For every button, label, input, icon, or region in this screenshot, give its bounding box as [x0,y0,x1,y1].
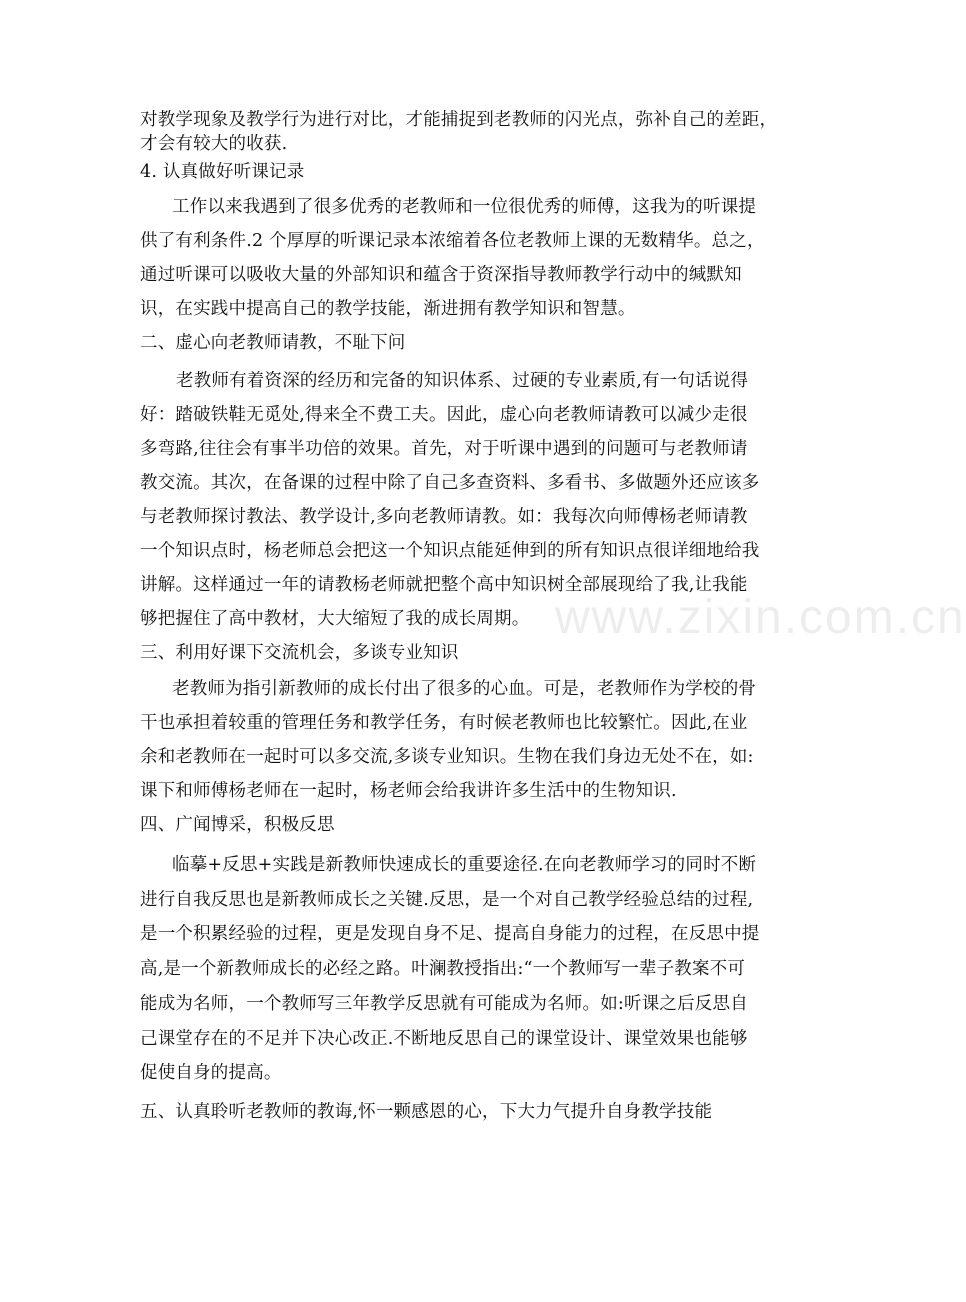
text-line: 才会有较大的收获. [140,134,288,154]
text-line: 临摹+反思+实践是新教师快速成长的重要途径.在向老教师学习的同时不断 [172,855,757,875]
text-line: 干也承担着较重的管理任务和教学任务，有时候老教师也比较繁忙。因此,在业 [140,713,748,733]
text-line: 供了有利条件.2 个厚厚的听课记录本浓缩着各位老教师上课的无数精华。总之， [140,231,765,251]
heading-section-2: 二、虚心向老教师请教，不耻下问 [140,333,406,353]
paragraph-section-4 [140,848,790,1091]
text-line: 是一个积累经验的过程，更是发现自身不足、提高自身能力的过程，在反思中提 [140,924,760,945]
text-line: 老教师为指引新教师的成长付出了很多的心血。可是，老教师作为学校的骨 [172,679,757,699]
text-line: 识，在实践中提高自己的教学技能，渐进拥有教学知识和智慧。 [140,299,636,319]
text-line: 工作以来我遇到了很多优秀的老教师和一位很优秀的师傅，这我为的听课提 [172,197,757,217]
heading-4: 4. 认真做好听课记录 [140,162,305,182]
heading-section-4: 四、广闻博采，积极反思 [140,815,335,835]
text-line: 对教学现象及教学行为进行对比，才能捕捉到老教师的闪光点，弥补自己的差距， [140,110,778,130]
paragraph-4 [140,190,790,326]
text-line: 多弯路,往往会有事半功倍的效果。首先，对于听课中遇到的问题可与老教师请 [140,439,748,459]
watermark: www.zixin.com.cn [555,591,966,644]
text-line: 能成为名师，一个教师写三年教学反思就有可能成为名师。如:听课之后反思自 [140,993,748,1014]
text-line: 通过听课可以吸收大量的外部知识和蕴含于资深指导教师教学行动中的缄默知 [140,265,742,285]
paragraph-section-2 [140,364,790,636]
text-line: 够把握住了高中教材，大大缩短了我的成长周期。 [140,609,530,629]
text-line: 己课堂存在的不足并下决心改正.不断地反思自己的课堂设计、课堂效果也能够 [140,1028,748,1049]
heading-section-5: 五、认真聆听老教师的教诲,怀一颗感恩的心，下大力气提升自身教学技能 [140,1101,713,1122]
text-line: 教交流。其次，在备课的过程中除了自己多查资料、多看书、多做题外还应该多 [140,473,760,493]
text-line: 进行自我反思也是新教师成长之关键.反思，是一个对自己教学经验总结的过程, [140,889,754,910]
text-line: 一个知识点时，杨老师总会把这一个知识点能延伸到的所有知识点很详细地给我 [140,541,760,561]
text-line: 高,是一个新教师成长的必经之路。叶澜教授指出:“一个教师写一辈子教案不可 [140,959,746,980]
text-line: 课下和师傅杨老师在一起时，杨老师会给我讲许多生活中的生物知识. [140,781,677,801]
document-body [140,108,790,1129]
text-line: 老教师有着资深的经历和完备的知识体系、过硬的专业素质,有一句话说得 [176,371,749,391]
paragraph-section-3 [140,672,790,808]
text-line: 与老教师探讨教法、教学设计,多向老教师请教。如：我每次向师傅杨老师请教 [140,507,748,527]
heading-section-3: 三、利用好课下交流机会，多谈专业知识 [140,643,459,663]
text-line: 余和老教师在一起时可以多交流,多谈专业知识。生物在我们身边无处不在，如: [140,747,754,767]
text-line: 促使自身的提高。 [140,1063,282,1084]
text-line: 好：踏破铁鞋无觅处,得来全不费工夫。因此，虚心向老教师请教可以减少走很 [140,405,748,425]
intro-paragraph [140,108,790,156]
text-line: 讲解。这样通过一年的请教杨老师就把整个高中知识树全部展现给了我,让我能 [140,575,748,595]
